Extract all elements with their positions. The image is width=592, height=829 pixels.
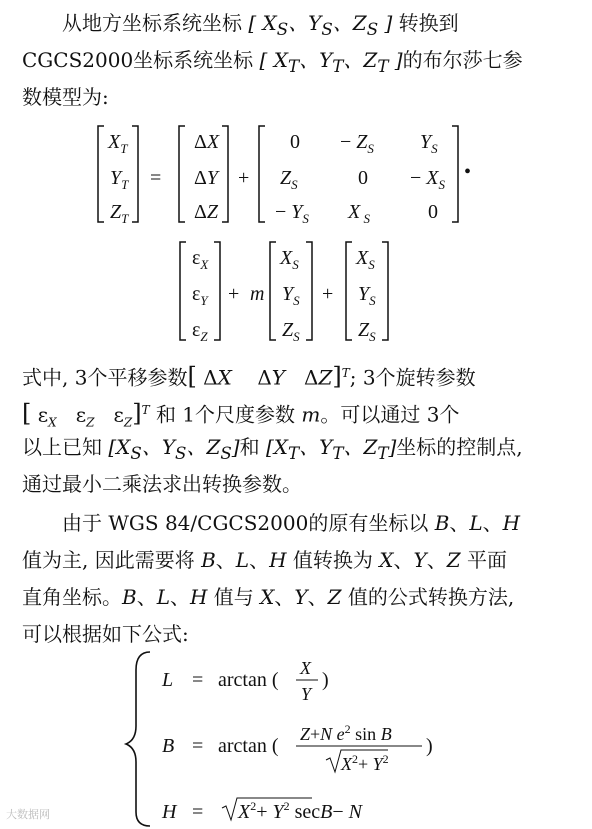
svg-text:X: X — [300, 658, 311, 678]
svg-text:=: = — [192, 669, 204, 691]
svg-text:YT: $Y_T$ — [110, 167, 129, 192]
source-vector-1 — [270, 242, 312, 344]
svg-text:− XS: − $X_S$ — [410, 167, 445, 192]
svg-text:): ) — [322, 669, 329, 691]
svg-text:0: 0 — [428, 201, 438, 223]
formula-H — [161, 798, 364, 823]
para2-line-4: 可以根据如下公式: — [22, 622, 189, 646]
explain-line-1: 式中, 3个平移参数[ ΔX ΔY ΔZ]$^T$; 3个旋转参数 — [22, 362, 476, 391]
dot-operator: • — [464, 161, 472, 183]
svg-text:− ZS: − $Z_S$ — [340, 131, 374, 156]
svg-text:0: 0 — [358, 167, 368, 189]
lhs-vector — [98, 126, 138, 226]
svg-text:YS: $Y_S$ — [358, 283, 376, 308]
svg-text:ΔX: ΔX — [194, 131, 220, 153]
svg-text:Y: Y — [301, 684, 312, 704]
svg-text:ZS: $Z_S$ — [282, 319, 300, 344]
formula-L — [161, 658, 329, 704]
para2-line-3: 直角坐标。B、L、H 值与 X、Y、Z 值的公式转换方法, — [22, 585, 515, 609]
svg-text:X2+ Y2: $X^2+ Y^2$ — [341, 752, 389, 774]
delta-vector — [179, 126, 228, 223]
para2-line-2: 值为主, 因此需要将 B、L、H 值转换为 X、Y、Z 平面 — [22, 548, 507, 572]
svg-text:=: = — [192, 735, 204, 757]
svg-text:ΔZ: ΔZ — [194, 201, 218, 223]
svg-text:arctan (: arctan ( — [218, 669, 279, 691]
epsilon-vector — [180, 242, 220, 344]
explain-line-2: [ $\varepsilon_X$ $\varepsilon_Z$ $\varepsilon_Z]^T$ 和 1个尺度参数 m。可以通过 3个 — [22, 399, 460, 430]
svg-text:=: = — [192, 801, 204, 823]
intro-line-3: 数模型为: — [22, 85, 109, 109]
svg-text:ZT: $Z_T$ — [110, 201, 129, 226]
svg-text:H: H — [162, 801, 177, 823]
intro-line-2: CGCS2000坐标系统坐标 [ $X_T$、$Y_T$、$Z_T$ ]的布尔莎七参 — [22, 48, 523, 76]
para2-line-1: 由于 WGS 84/CGCS2000的原有坐标以 B、L、H — [62, 511, 521, 535]
svg-text:0: 0 — [290, 131, 300, 153]
svg-text:L: L — [162, 669, 174, 691]
svg-text:ΔY: ΔY — [194, 167, 218, 189]
explain-line-4: 通过最小二乘法求出转换参数。 — [22, 472, 302, 496]
rotation-matrix — [259, 126, 458, 226]
plus-sign-3: + — [322, 283, 334, 305]
svg-text:X S: X $_S$ — [348, 201, 370, 226]
formula-B — [162, 722, 433, 774]
svg-text:Z+N e2 sin B: Z+N $e^2$ sin B — [300, 722, 392, 744]
svg-text:εZ: $\varepsilon_Z$ — [192, 319, 208, 344]
bursa-matrix-equation — [0, 118, 592, 358]
svg-text:X2+ Y2 secB− N: $X^2+ Y^2$ secB− N — [238, 799, 363, 823]
svg-text:XS: $X_S$ — [280, 247, 299, 272]
svg-text:ZS: $Z_S$ — [280, 167, 298, 192]
svg-text:B: B — [162, 735, 175, 757]
plus-sign-1: + — [238, 167, 250, 189]
svg-text:− YS: − $Y_S$ — [275, 201, 309, 226]
svg-text:arctan (: arctan ( — [218, 735, 279, 757]
watermark: 大数据网 — [6, 808, 50, 821]
svg-text:εY: $\varepsilon_Y$ — [192, 283, 208, 308]
svg-text:XT: $X_T$ — [108, 131, 128, 156]
svg-text:XS: $X_S$ — [356, 247, 375, 272]
explain-line-3: 以上已知 [$X_S$、$Y_S$、$Z_S$]和 [$X_T$、$Y_T$、$Z_T$]坐标的控制点, — [22, 435, 523, 463]
scale-m: m — [250, 283, 265, 305]
plus-sign-2: + — [228, 283, 240, 305]
svg-text:): ) — [426, 735, 433, 757]
blh-formulas — [0, 648, 592, 828]
svg-text:YS: $Y_S$ — [282, 283, 300, 308]
equals-sign: = — [150, 167, 162, 189]
intro-line-1: 从地方坐标系统坐标 [ $X_S$、$Y_S$、$Z_S$ ] 转换到 — [62, 11, 459, 39]
svg-text:ZS: $Z_S$ — [358, 319, 376, 344]
source-vector-2 — [346, 242, 388, 344]
svg-text:YS: $Y_S$ — [420, 131, 438, 156]
svg-text:εX: $\varepsilon_X$ — [192, 247, 209, 272]
